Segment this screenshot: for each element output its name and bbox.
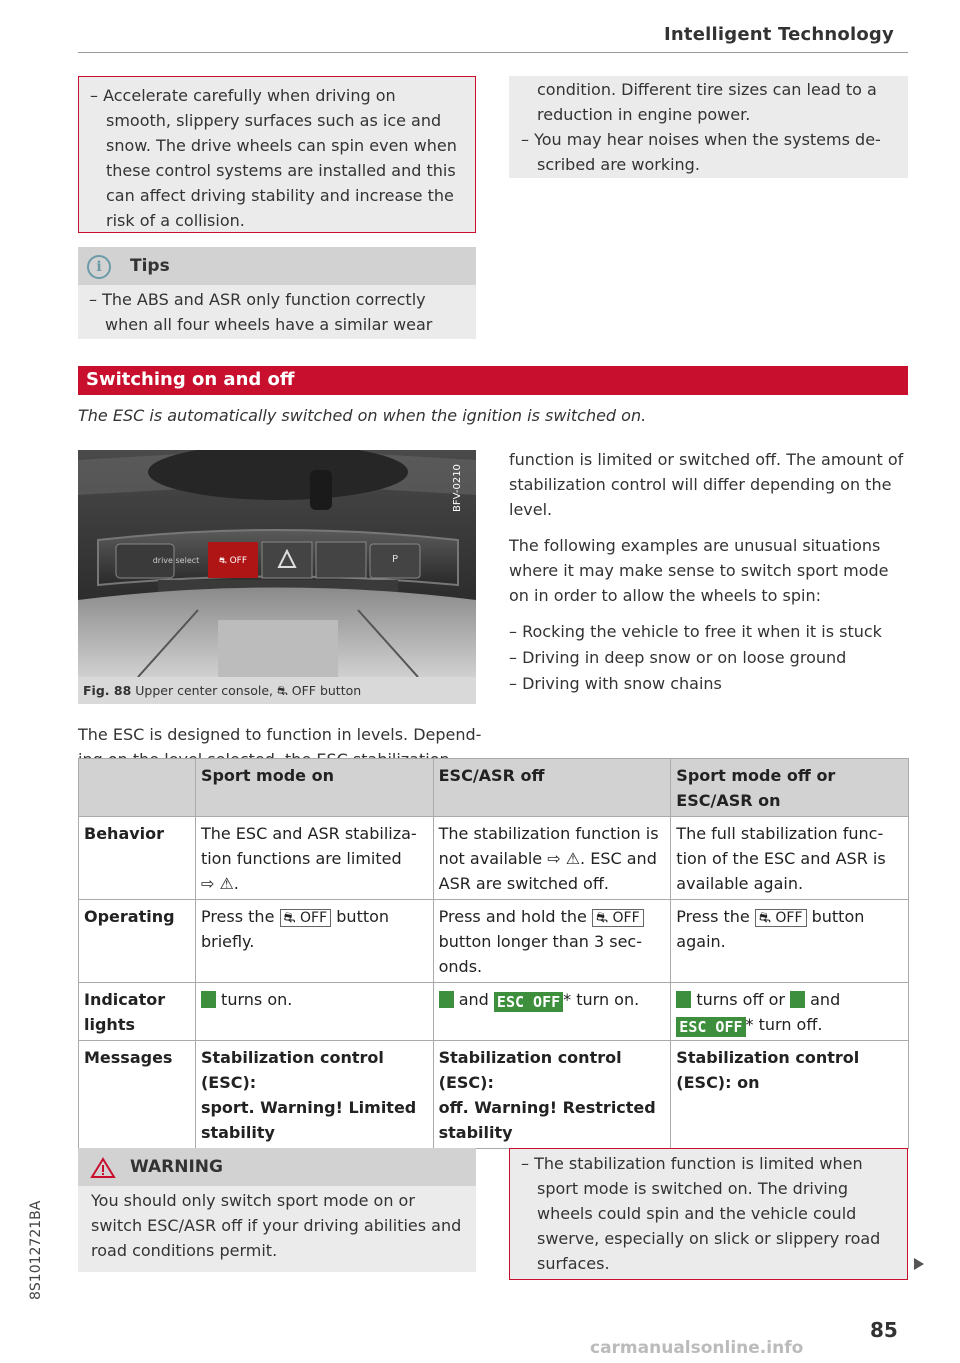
- figure-code: BFV-0210: [452, 464, 463, 512]
- section-title: Switching on and off: [86, 369, 295, 390]
- warning-line: can affect driving stability and increase the: [106, 186, 454, 205]
- cell-line: The ESC and ASR stabiliza-: [200, 824, 417, 843]
- para-line: function is limited or switched off. The amount of: [509, 450, 904, 469]
- cell-line: Stabilization control (ESC):: [200, 1048, 384, 1092]
- warning-triangle-icon: [90, 1157, 116, 1179]
- cell-text: Press the: [200, 907, 275, 926]
- figure-caption: [78, 677, 476, 704]
- esc-off-button-label: ⛐ OFF: [218, 556, 248, 566]
- figure-caption-text: Upper center console, ⛐ OFF button: [135, 683, 362, 698]
- cell-line: stability: [438, 1123, 513, 1142]
- continue-arrow-icon: [914, 1258, 924, 1270]
- table-cell: [433, 900, 671, 983]
- cell-line: The stabilization function is: [438, 824, 659, 843]
- tip-line: – The ABS and ASR only function correctly: [89, 290, 426, 309]
- esc-indicator-icon: [676, 991, 691, 1008]
- table-cell: [671, 983, 909, 1041]
- cell-line: Stabilization control: [676, 1048, 860, 1067]
- warning-line: smooth, slippery surfaces such as ice and: [106, 111, 442, 130]
- table-row: [79, 1041, 909, 1149]
- right-warning-box: [509, 1148, 908, 1280]
- warning-line: risk of a collision.: [106, 211, 245, 230]
- document-code: 8S1012721BA: [28, 1200, 44, 1300]
- cell-line: The full stabilization func-: [676, 824, 884, 843]
- table-cell: [671, 817, 909, 900]
- warning-line: surfaces.: [537, 1254, 610, 1273]
- warning-line: road conditions permit.: [91, 1241, 278, 1260]
- table-row: [79, 900, 909, 983]
- cell-line: available again.: [676, 874, 804, 893]
- cell-line: stability: [200, 1123, 275, 1142]
- warning-line: – The stabilization function is limited when: [521, 1154, 863, 1173]
- cell-line: ⇨ ⚠.: [200, 874, 239, 893]
- figure-label: Fig. 88: [83, 683, 132, 698]
- warning-line: – Accelerate carefully when driving on: [90, 86, 396, 105]
- row-label: Messages: [79, 1041, 196, 1149]
- continued-tips-box: [509, 76, 908, 178]
- table-cell: [671, 1041, 909, 1149]
- drive-select-label: drive select: [152, 556, 200, 565]
- para-line: stabilization control will differ depending on the: [509, 475, 892, 494]
- table-header-cell: Sport mode off or ESC/ASR on: [671, 759, 909, 817]
- table-cell: [195, 1041, 433, 1149]
- cell-text: and: [458, 990, 489, 1009]
- cell-line: Stabilization control (ESC):: [438, 1048, 622, 1092]
- warning-label: WARNING: [130, 1157, 223, 1177]
- cell-line: Indicator: [84, 990, 166, 1009]
- cell-line: off. Warning! Restricted: [438, 1098, 656, 1117]
- warning-line: these control systems are installed and this: [106, 161, 456, 180]
- table-row: [79, 817, 909, 900]
- cell-text: button: [336, 907, 390, 926]
- cell-line: again.: [676, 932, 726, 951]
- esc-indicator-icon: [790, 991, 805, 1008]
- cont-line: – You may hear noises when the systems de-: [521, 130, 881, 149]
- table-cell: [671, 900, 909, 983]
- table-header-cell: Sport mode on: [195, 759, 433, 817]
- warning-line: wheels could spin and the vehicle could: [537, 1204, 857, 1223]
- row-label: [79, 983, 196, 1041]
- table-cell: [195, 983, 433, 1041]
- cell-line: button longer than 3 sec-: [438, 932, 642, 951]
- esc-indicator-icon: [439, 991, 454, 1008]
- esc-off-indicator-icon: ESC OFF: [494, 992, 563, 1012]
- page-number: 85: [870, 1318, 898, 1342]
- warning-line: sport mode is switched on. The driving: [537, 1179, 849, 1198]
- cell-text: and: [810, 990, 841, 1009]
- top-warning-box: [78, 76, 476, 233]
- warning-line: You should only switch sport mode on or: [91, 1191, 415, 1210]
- header-divider: [78, 52, 908, 53]
- tip-line: when all four wheels have a similar wear: [105, 315, 433, 334]
- right-paragraph-1: [509, 447, 903, 522]
- table-header-cell: [79, 759, 196, 817]
- table-header-row: [79, 759, 909, 817]
- right-paragraph-2: [509, 533, 888, 608]
- para-line: on in order to allow the wheels to spin:: [509, 586, 821, 605]
- para-line: where it may make sense to switch sport mode: [509, 561, 889, 580]
- warning-line: switch ESC/ASR off if your driving abilities and: [91, 1216, 462, 1235]
- table-cell: [195, 900, 433, 983]
- cell-line: sport. Warning! Limited: [200, 1098, 417, 1117]
- table-cell: [195, 817, 433, 900]
- esc-modes-table: [78, 758, 909, 1149]
- table-cell: [433, 817, 671, 900]
- esc-indicator-icon: [201, 991, 216, 1008]
- table-cell: [433, 1041, 671, 1149]
- cell-text: turns off or: [696, 990, 785, 1009]
- list-item: – Driving in deep snow or on loose ground: [509, 648, 847, 667]
- cell-text: button: [811, 907, 865, 926]
- row-label: Operating: [79, 900, 196, 983]
- esc-off-indicator-icon: ESC OFF: [676, 1017, 745, 1037]
- cell-line: tion functions are limited: [200, 849, 402, 868]
- tips-body: [78, 285, 476, 339]
- esc-off-key: ⛐ OFF: [592, 909, 644, 927]
- parking-button-label: P: [391, 554, 399, 565]
- examples-list: [509, 619, 882, 697]
- tips-header: [78, 247, 476, 285]
- list-item: – Driving with snow chains: [509, 674, 722, 693]
- cell-line: lights: [84, 1015, 135, 1034]
- page-header-title: Intelligent Technology: [664, 24, 894, 45]
- para-line: level.: [509, 500, 553, 519]
- cell-text: turns on.: [221, 990, 293, 1009]
- cell-text: * turn off.: [745, 1015, 823, 1034]
- cell-text: * turn on.: [563, 990, 640, 1009]
- cell-line: not available ⇨ ⚠. ESC and: [438, 849, 657, 868]
- info-icon: i: [87, 255, 111, 279]
- watermark: carmanualsonline.info: [590, 1338, 804, 1358]
- cell-line: onds.: [438, 957, 483, 976]
- cont-line: condition. Different tire sizes can lead to a: [537, 80, 877, 99]
- cell-text: Press and hold the: [438, 907, 587, 926]
- para-line: The following examples are unusual situations: [509, 536, 881, 555]
- row-label: Behavior: [79, 817, 196, 900]
- cont-line: reduction in engine power.: [537, 105, 751, 124]
- cell-line: (ESC): on: [676, 1073, 760, 1092]
- figure-88-image: [78, 450, 476, 677]
- section-header: [78, 366, 908, 395]
- list-item: – Rocking the vehicle to free it when it is stuck: [509, 622, 882, 641]
- table-cell: [433, 983, 671, 1041]
- warning-header: [78, 1148, 476, 1186]
- cell-line: ASR are switched off.: [438, 874, 609, 893]
- esc-off-key: ⛐ OFF: [280, 909, 332, 927]
- tips-label: Tips: [130, 256, 170, 276]
- cell-line: briefly.: [200, 932, 255, 951]
- section-intro: The ESC is automatically switched on when the ignition is switched on.: [78, 406, 647, 425]
- cont-line: scribed are working.: [537, 155, 700, 174]
- cell-text: Press the: [676, 907, 750, 926]
- table-header-cell: ESC/ASR off: [433, 759, 671, 817]
- cell-line: tion of the ESC and ASR is: [676, 849, 886, 868]
- para-line: The ESC is designed to function in levels. Depend-: [78, 725, 482, 744]
- esc-off-key: ⛐ OFF: [755, 909, 807, 927]
- warning-line: snow. The drive wheels can spin even when: [106, 136, 457, 155]
- table-row: [79, 983, 909, 1041]
- warning-body: [78, 1186, 476, 1272]
- warning-line: swerve, especially on slick or slippery road: [537, 1229, 881, 1248]
